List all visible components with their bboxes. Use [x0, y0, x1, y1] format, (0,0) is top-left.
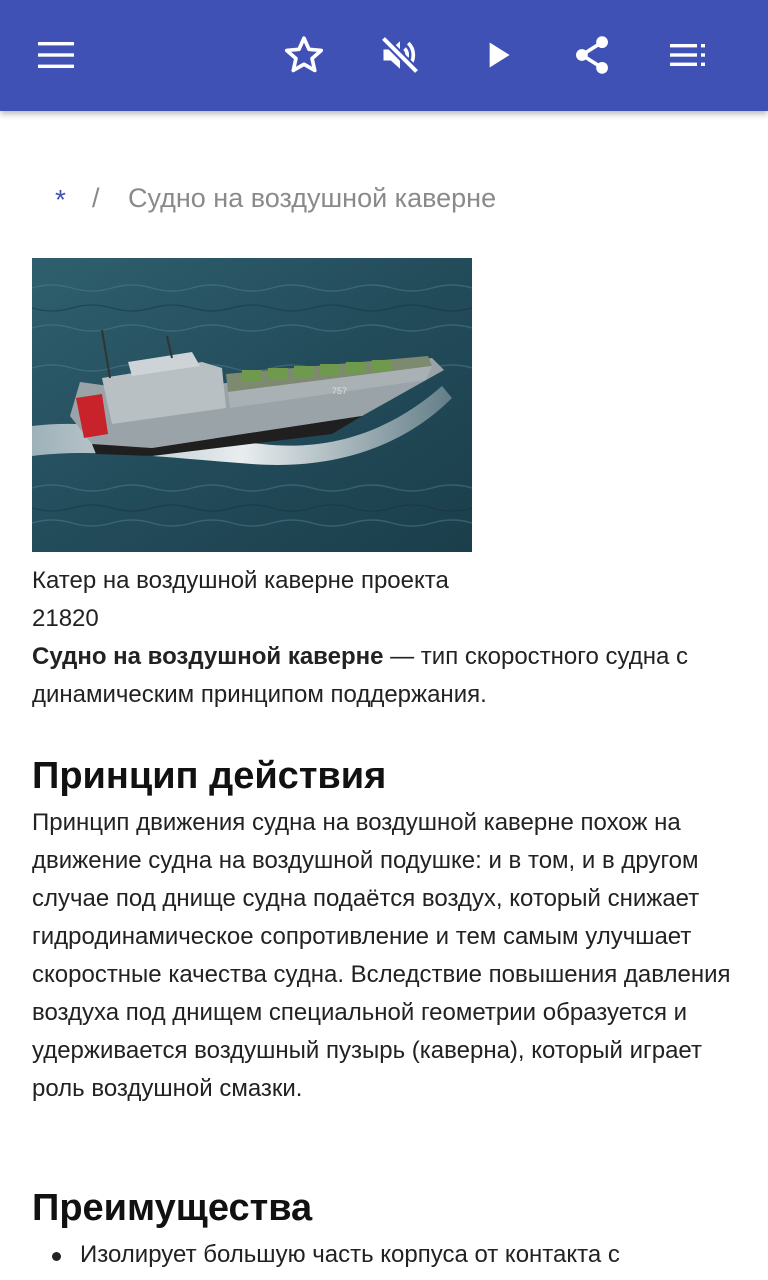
share-icon: [570, 33, 614, 77]
star-outline-icon: [282, 33, 326, 77]
mute-button[interactable]: [372, 27, 428, 83]
volume-off-icon: [378, 33, 422, 77]
play-button[interactable]: [470, 27, 526, 83]
intro-paragraph: [32, 638, 738, 714]
bullet-icon: [52, 1252, 61, 1261]
hamburger-menu-icon: [36, 35, 76, 75]
app-bar: [0, 0, 768, 111]
ship-photo: [32, 258, 472, 552]
intro-bold-term: Судно на воздушной каверне: [32, 643, 384, 670]
favorite-button[interactable]: [276, 27, 332, 83]
breadcrumb: [0, 178, 768, 222]
section-heading-advantages: Преимущества: [32, 1187, 313, 1229]
list-item-text: Изолирует большую часть корпуса от контакта с: [80, 1241, 620, 1268]
table-of-contents-button[interactable]: [660, 27, 716, 83]
section-heading-principle: Принцип действия: [32, 755, 387, 797]
article-image[interactable]: [32, 258, 472, 552]
intro-text: — тип скоростного судна с динамическим принципом поддержания.: [32, 643, 688, 708]
breadcrumb-separator: /: [92, 183, 100, 213]
section-paragraph-principle: Принцип движения судна на воздушной каверне похож на движение судна на воздушной подушке: и в том, и в другом случае под днище судна подаётся воздух, который снижает гидродинамическое сопротивление и тем самым улучшает скоростные качества судна. Вследствие повышения давления воздуха под днищем специальной геометрии образуется и удерживается воздушный пузырь (каверна), который играет роль воздушной смазки.: [32, 809, 731, 1102]
share-button[interactable]: [564, 27, 620, 83]
breadcrumb-home-link[interactable]: *: [55, 184, 66, 215]
play-icon: [478, 35, 518, 75]
list-icon: [668, 35, 708, 75]
image-caption: Катер на воздушной каверне проекта 21820: [32, 567, 449, 632]
menu-button[interactable]: [28, 27, 84, 83]
svg-text:757: 757: [332, 386, 348, 396]
breadcrumb-current-page: Судно на воздушной каверне: [128, 183, 497, 213]
